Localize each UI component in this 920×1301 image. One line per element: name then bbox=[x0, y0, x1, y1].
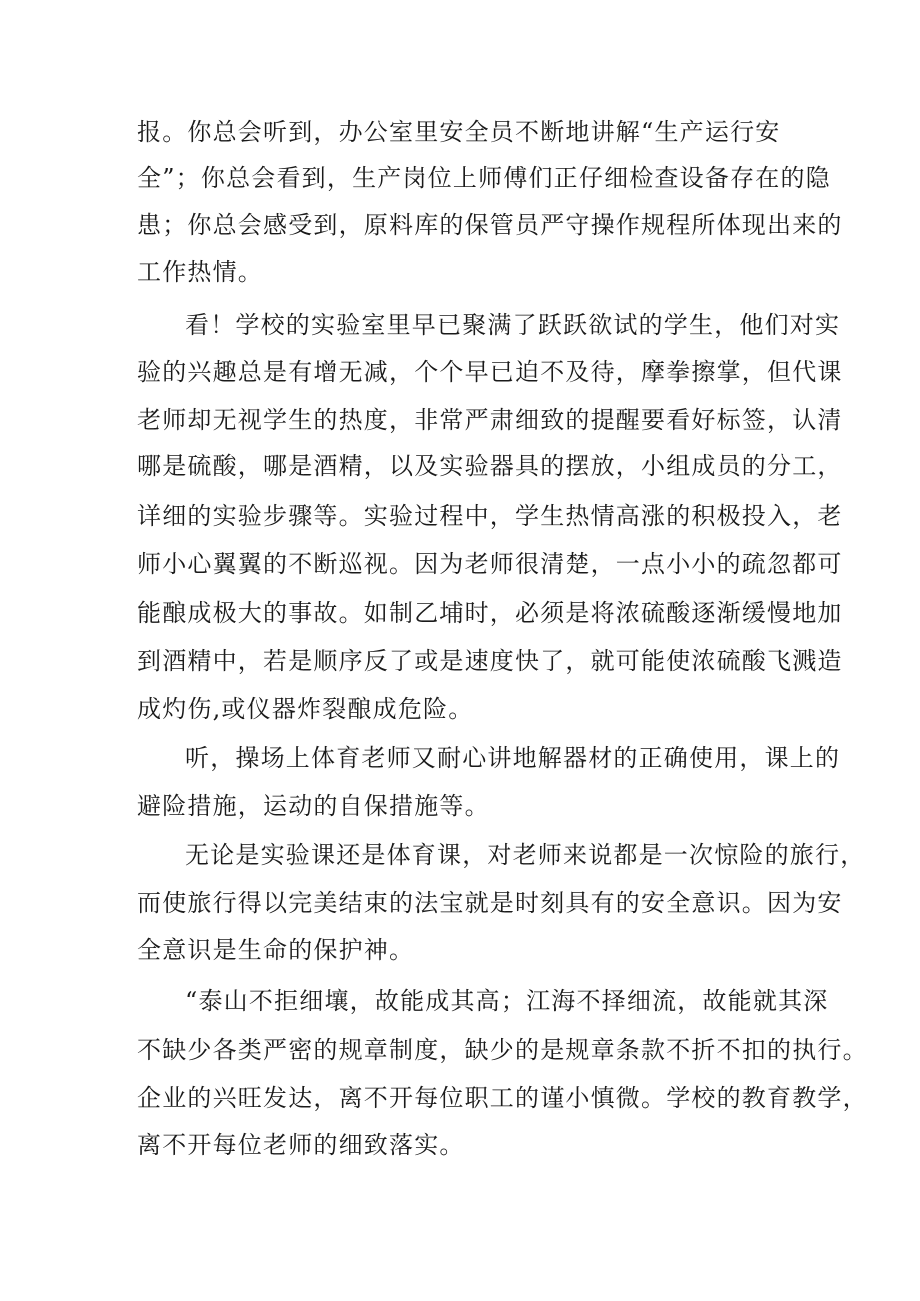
text-line: 老师却无视学生的热度，非常严肃细致的提醒要看好标签，认清 bbox=[137, 406, 843, 434]
text-line: 避险措施，运动的自保措施等。 bbox=[137, 792, 490, 820]
text-line: 验的兴趣总是有增无减，个个早已迫不及待，摩拳擦掌，但代课 bbox=[137, 358, 843, 386]
text-line: 患；你总会感受到，原料库的保管员严守操作规程所体现出来的 bbox=[137, 211, 843, 239]
text-line: 而使旅行得以完美结束的法宝就是时刻具有的安全意识。因为安 bbox=[137, 889, 843, 917]
text-line: 详细的实验步骤等。实验过程中，学生热情高涨的积极投入，老 bbox=[137, 502, 843, 530]
text-line: 能酿成极大的事故。如制乙埔时，必须是将浓硫酸逐渐缓慢地加 bbox=[137, 599, 843, 627]
text-line: 师小心翼翼的不断巡视。因为老师很清楚，一点小小的疏忽都可 bbox=[137, 550, 843, 578]
text-line: 听，操场上体育老师又耐心讲地解器材的正确使用，课上的 bbox=[185, 744, 841, 772]
text-line: 到酒精中，若是顺序反了或是速度快了，就可能使浓硫酸飞溅造 bbox=[137, 647, 843, 675]
text-line: 报。你总会听到，办公室里安全员不断地讲解“生产运行安 bbox=[137, 118, 781, 146]
text-line: 企业的兴旺发达，离不开每位职工的谨小慎微。学校的教育教学， bbox=[137, 1084, 868, 1112]
text-line: 哪是硫酸，哪是酒精，以及实验器具的摆放，小组成员的分工， bbox=[137, 452, 843, 480]
text-line: 无论是实验课还是体育课，对老师来说都是一次惊险的旅行， bbox=[185, 841, 866, 869]
text-line: 全意识是生命的保护神。 bbox=[137, 936, 415, 964]
text-line: 离不开每位老师的细致落实。 bbox=[137, 1131, 465, 1159]
text-line: 不缺少各类严密的规章制度，缺少的是规章条款不折不扣的执行。 bbox=[137, 1036, 868, 1064]
text-line: 工作热情。 bbox=[137, 258, 263, 286]
text-line: 成灼伤,或仪器炸裂酿成危险。 bbox=[137, 695, 474, 723]
text-line: 看！学校的实验室里早已聚满了跃跃欲试的学生，他们对实 bbox=[185, 311, 841, 339]
text-line: 全”；你总会看到，生产岗位上师傅们正仔细检查设备存在的隐 bbox=[137, 164, 831, 192]
text-line: “泰山不拒细壤，故能成其高；江海不择细流，故能就其深 bbox=[185, 987, 829, 1015]
